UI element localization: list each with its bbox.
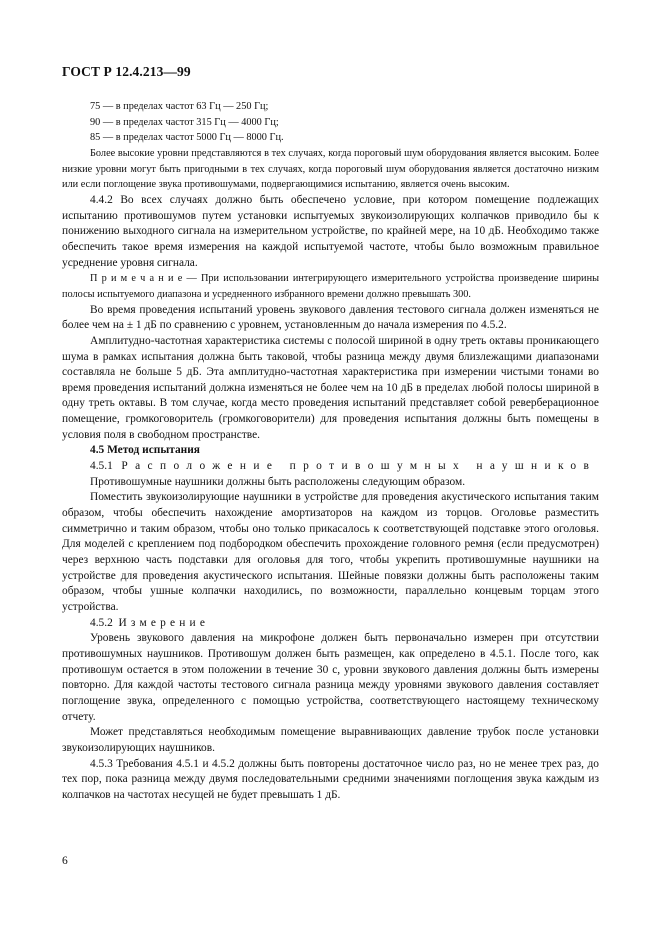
subsection-heading-4-5-2 — [62, 616, 599, 632]
section-heading-4-5: 4.5 Метод испытания — [90, 444, 200, 457]
paragraph-during-tests: Во время проведения испытаний уровень звукового давления тестового сигнала должен изменяться не более чем на ± 1 дБ по сравнению с уровнем, установленным до начала измерения по 4.5.2. — [62, 303, 599, 332]
subsection-number: 4.5.1 — [90, 460, 113, 473]
note — [62, 271, 599, 302]
paragraph-4-5-1-a: Противошумные наушники должны быть расположены следующим образом. — [90, 475, 466, 488]
subsection-heading-4-5-1 — [62, 459, 599, 475]
paragraph-4-5-2-b: Может представляться необходимым помещение выравнивающих давление трубок после установки звукоизолирующих наушников. — [62, 726, 599, 754]
list-item: 75 — в пределах частот 63 Гц — 250 Гц; — [90, 101, 269, 112]
page-number: 6 — [62, 855, 68, 867]
paragraph-4-5-1-b: Поместить звукоизолирующие наушники в устройстве для проведения акустического испытания таким образом, чтобы обеспечить нахождение амортизаторов на каждом из торцов. Оголовье разместить симметрично и таким образом, чтобы оно только прикасалось к соответствующей подставке этого оголовья. Для моделей с креплением под подбородком обеспечить прохождение головного ремня (если предусмотрен) через верхнюю часть подставки для оголовья для того, чтобы укрепить противошумные наушники на устройстве для проведения акустического испытания. Шейные повязки должны быть расположены таким образом, чтобы ушные колпачки находились, по возможности, параллельно концевым торцам этого устройства. — [62, 491, 599, 613]
paragraph-4-5-2-a: Уровень звукового давления на микрофоне должен быть первоначально измерен при отсутствии противошумных наушников. Противошум должен быть размещен, как определено в 4.5.1. После того, как противошум остается в этом положении в течение 30 с, уровни звукового давления должны быть измерены повторно. Для каждой частоты тестового сигнала разница между уровнями звукового давления составляет поглощение звука, определенного с помощью устройства, соответствующего настоящему техническому отчету. — [62, 632, 599, 723]
paragraph-high-levels: Более высокие уровни представляются в тех случаях, когда пороговый шум оборудования является высоким. Более низкие уровни могут быть пригодными в тех случаях, когда пороговый шум оборудования является достаточно низким или если поглощение звука противошумами, подвергающимися испытанию, является очень высоким. — [62, 147, 599, 191]
paragraph-frequency-response: Амплитудно-частотная характеристика системы с полосой шириной в одну треть октавы проникающего шума в рамках испытания должна быть таковой, чтобы разница между двумя близлежащими диапазонами составляла не больше 5 дБ. Эта амплитудно-частотная характеристика при измерении чистыми тонами во время проведения испытаний должна изменяться не более чем на 10 дБ в пределах любой полосы шириной в одну треть октавы. В том случае, когда место проведения испытаний представляет собой реверберационное помещение, громкоговоритель (громкоговорители) для проведения испытания должны быть помещены в условия поля в свободном пространстве. — [62, 334, 599, 441]
subsection-title: Расположение противошумных наушников — [121, 460, 597, 473]
subsection-title: Измерение — [118, 616, 210, 629]
list-item: 85 — в пределах частот 5000 Гц — 8000 Гц. — [90, 132, 284, 144]
note-label: П р и м е ч а н и е — — [90, 273, 197, 285]
paragraph-4-5-3: 4.5.3 Требования 4.5.1 и 4.5.2 должны быть повторены достаточное число раз, но не менее трех раз, до тех пор, пока разница между двумя последовательными средними значениями поглощения звука каждым из колпачков на частотах несущей не будет превышать 1 дБ. — [62, 757, 599, 801]
standard-header: ГОСТ Р 12.4.213—99 — [62, 64, 191, 79]
paragraph-4-4-2: 4.4.2 Во всех случаях должно быть обеспечено условие, при котором помещение подлежащих испытанию противошумов путем установки испытуемых звукоизолирующих колпачков приводило бы к понижению выходного сигнала на измерительном устройстве, по крайней мере, на 10 дБ. Необходимо также обеспечить такое время измерения на каждой испытуемой частоте, чтобы было возможным правильное усреднение уровня сигнала. — [62, 193, 599, 269]
document-body — [62, 99, 599, 804]
note-text: При использовании интегрирующего измерительного устройства произведение ширины полосы испытуемого диапазона и усредненного избранного времени должно превышать 300. — [62, 273, 600, 300]
subsection-number: 4.5.2 — [90, 616, 113, 629]
list-item: 90 — в пределах частот 315 Гц — 4000 Гц; — [90, 116, 279, 128]
